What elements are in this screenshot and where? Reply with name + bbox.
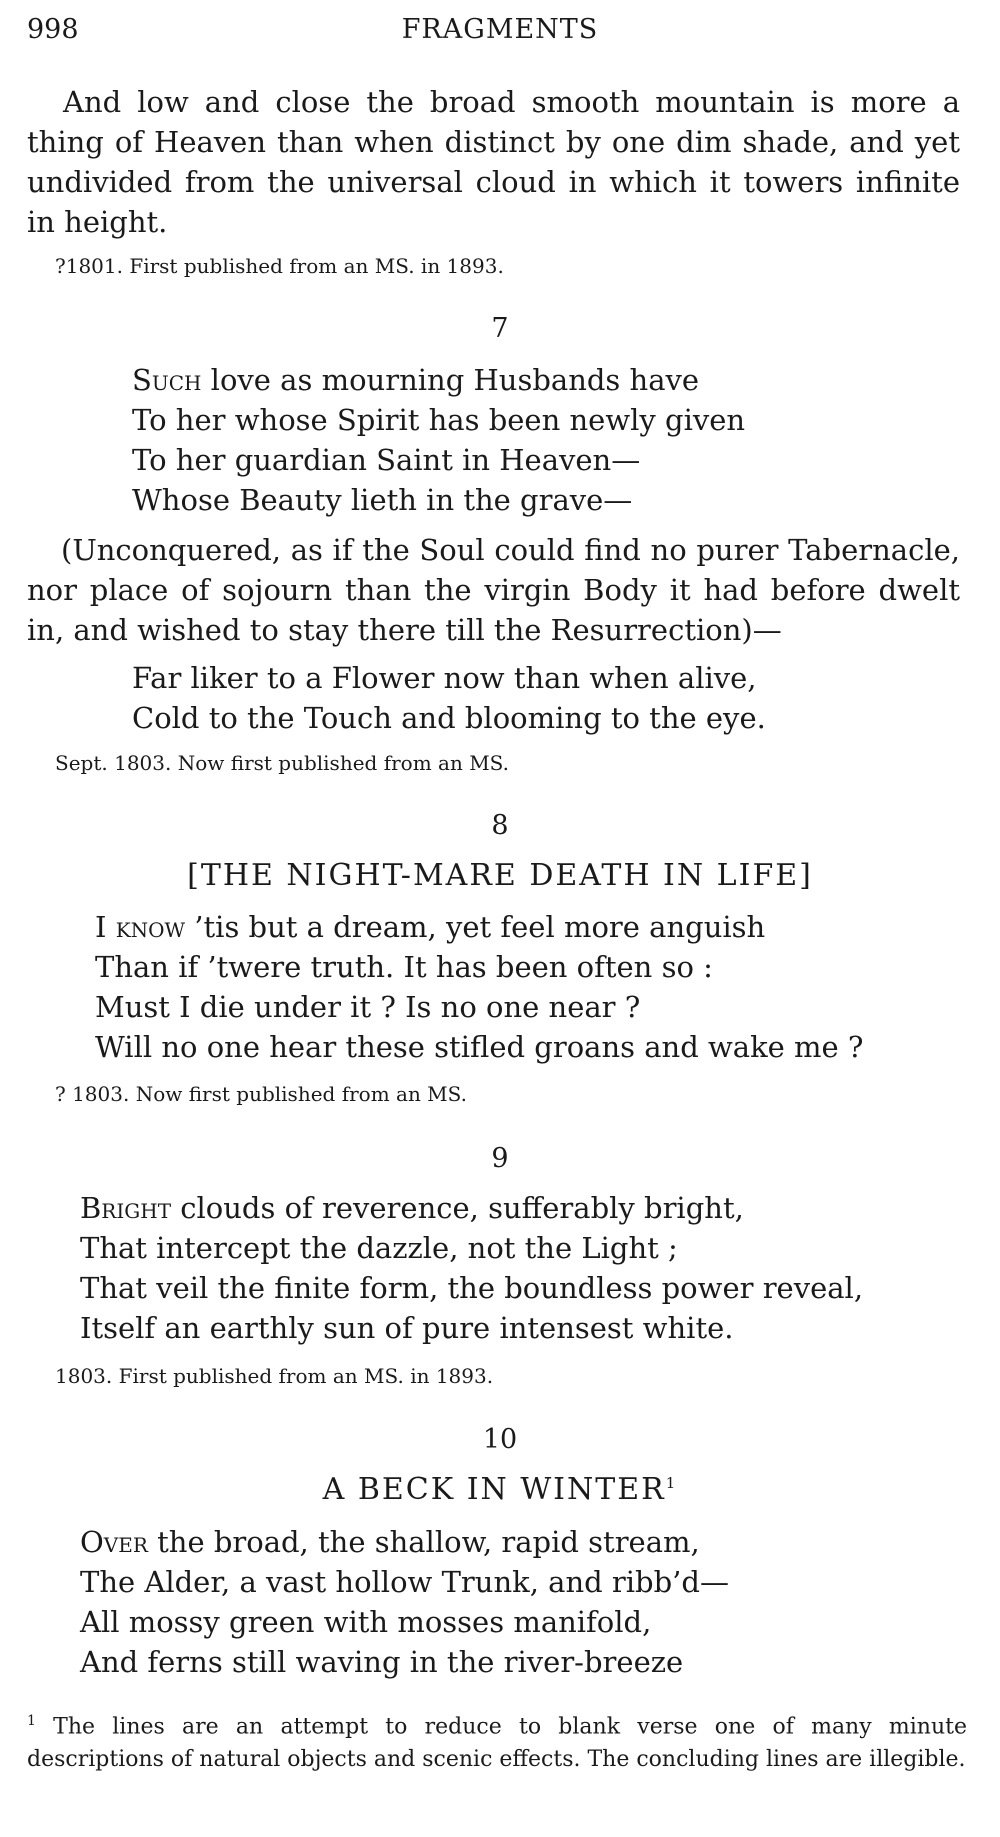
fragment-8-first-word: know — [115, 910, 186, 944]
footnote-text: The lines are an attempt to reduce to blank verse one of many minute descriptions of natural objects and scenic effects. The concluding lines are illegible. — [27, 1714, 967, 1773]
page-header — [27, 14, 973, 54]
fragment-9-line-3: That veil the finite form, the boundless power reveal, — [80, 1271, 864, 1305]
running-title: FRAGMENTS — [401, 14, 599, 45]
fragment-8-first-letter: I — [95, 910, 116, 944]
fragment-9-note: 1803. First published from an MS. in 1893. — [55, 1364, 494, 1388]
fragment-6-note: ?1801. First published from an MS. in 1893. — [55, 254, 504, 278]
fragment-7-line-6: Cold to the Touch and blooming to the eye. — [132, 701, 766, 735]
fragment-10-number: 10 — [482, 1424, 518, 1455]
fragment-10-title-text: A BECK IN WINTER — [322, 1472, 666, 1507]
fragment-10-line-4: And ferns still waving in the river-breeze — [80, 1645, 684, 1679]
fragment-8-note: ? 1803. Now first published from an MS. — [55, 1082, 468, 1106]
fragment-9-number: 9 — [491, 1143, 509, 1174]
fragment-7-number: 7 — [491, 313, 509, 344]
fragment-8-line-2: Than if ’twere truth. It has been often so : — [95, 950, 713, 984]
fragment-7-first-word: Such — [132, 363, 202, 397]
fragment-8-line-1 — [95, 907, 765, 947]
fragment-9-line-1 — [80, 1188, 744, 1228]
page-number: 998 — [27, 14, 79, 45]
fragment-10-first-word: Over — [80, 1525, 148, 1559]
fragment-9-first-word: Bright — [80, 1191, 172, 1225]
fragment-10-line-2: The Alder, a vast hollow Trunk, and ribb’d— — [80, 1565, 729, 1599]
fragment-6-paragraph: And low and close the broad smooth mountain is more a thing of Heaven than when distinct by one dim shade, and yet undivided from the universal cloud in which it towers infinite in height. — [27, 85, 960, 239]
fragment-10-line-1 — [80, 1522, 700, 1562]
fragment-10-title — [0, 1472, 1000, 1507]
fragment-10-line-3: All mossy green with mosses manifold, — [80, 1605, 652, 1639]
fragment-8-line-3: Must I die under it ? Is no one near ? — [95, 990, 641, 1024]
fragment-7-line-4: Whose Beauty lieth in the grave— — [132, 483, 633, 517]
fragment-10-line-1-text: the broad, the shallow, rapid stream, — [147, 1525, 700, 1559]
fragment-7-line-5: Far liker to a Flower now than when alive, — [132, 661, 757, 695]
fragment-7-line-1 — [132, 360, 699, 400]
fragment-8-number: 8 — [491, 810, 509, 841]
fragment-7-line-3: To her guardian Saint in Heaven— — [132, 443, 641, 477]
fragment-7-note: Sept. 1803. Now first published from an MS. — [55, 751, 510, 775]
fragment-8-line-1-text: ’tis but a dream, yet feel more anguish — [185, 910, 766, 944]
footnote-mark: 1 — [27, 1713, 36, 1729]
fragment-9-line-2: That intercept the dazzle, not the Light ; — [80, 1231, 678, 1265]
fragment-9-line-1-text: clouds of reverence, sufferably bright, — [171, 1191, 744, 1225]
footnote-reference: 1 — [665, 1474, 678, 1492]
fragment-7-prose: (Unconquered, as if the Soul could find no purer Tabernacle, nor place of sojourn than the virgin Body it had before dwelt in, and wished to stay there till the Resurrection)— — [27, 533, 960, 647]
fragment-7-line-2: To her whose Spirit has been newly given — [132, 403, 746, 437]
fragment-8-line-4: Will no one hear these stifled groans and wake me ? — [95, 1030, 864, 1064]
fragment-9-line-4: Itself an earthly sun of pure intensest white. — [80, 1311, 734, 1345]
footnote — [27, 1705, 967, 1776]
fragment-7-line-1-text: love as mourning Husbands have — [201, 363, 700, 397]
fragment-8-title: [THE NIGHT-MARE DEATH IN LIFE] — [187, 858, 813, 893]
